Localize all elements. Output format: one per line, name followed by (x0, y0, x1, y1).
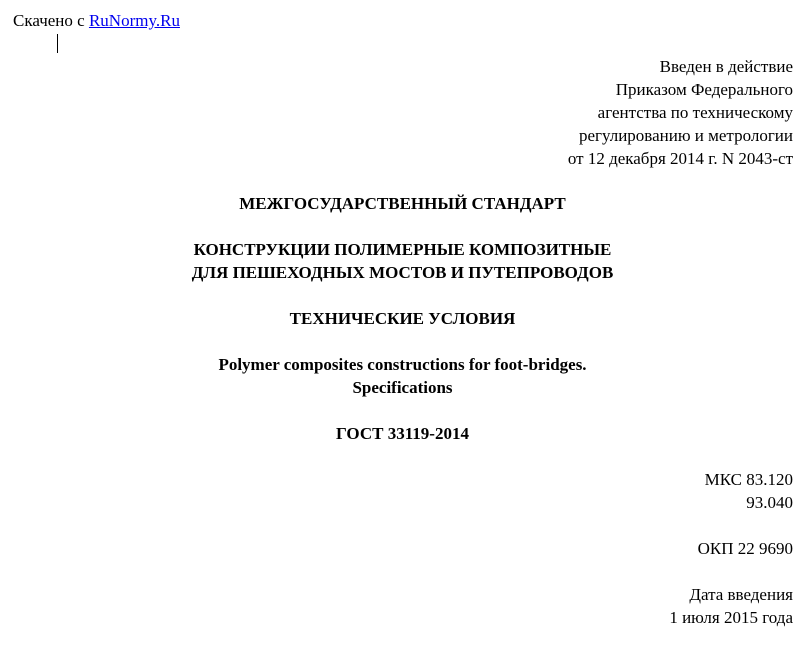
document-title (0, 238, 799, 284)
english-title (0, 353, 799, 399)
enactment-line: Введен в действие (659, 57, 793, 76)
introduction-date (669, 583, 793, 629)
mks-line: МКС 83.120 (704, 470, 793, 489)
okp-code (698, 537, 793, 560)
title-line: КОНСТРУКЦИИ ПОЛИМЕРНЫЕ КОМПОЗИТНЫЕ (193, 240, 612, 259)
mks-code (705, 468, 793, 514)
title-line: ДЛЯ ПЕШЕХОДНЫХ МОСТОВ И ПУТЕПРОВОДОВ (191, 263, 614, 282)
standard-type (0, 192, 799, 215)
text-cursor (57, 34, 58, 53)
enactment-line: регулированию и метрологии (578, 126, 793, 145)
designation-text: ГОСТ 33119-2014 (336, 424, 469, 443)
english-title-line: Specifications (352, 378, 453, 397)
runormy-link[interactable]: RuNormy.Ru (88, 11, 180, 30)
enactment-line: от 12 декабря 2014 г. N 2043-ст (567, 149, 793, 168)
standard-type-text: МЕЖГОСУДАРСТВЕННЫЙ СТАНДАРТ (239, 194, 566, 213)
date-value: 1 июля 2015 года (669, 608, 793, 627)
enactment-line: Приказом Федерального (615, 80, 793, 99)
okp-text: ОКП 22 9690 (697, 539, 793, 558)
enactment-block (568, 55, 793, 170)
mks-line: 93.040 (746, 493, 793, 512)
date-label: Дата введения (689, 585, 793, 604)
document-subtitle (0, 307, 799, 330)
standard-designation (0, 422, 799, 445)
source-line (13, 9, 180, 32)
source-prefix: Скачено с (13, 11, 89, 30)
enactment-line: агентства по техническому (597, 103, 793, 122)
english-title-line: Polymer composites constructions for foot-bridges. (218, 355, 587, 374)
subtitle-text: ТЕХНИЧЕСКИЕ УСЛОВИЯ (289, 309, 516, 328)
